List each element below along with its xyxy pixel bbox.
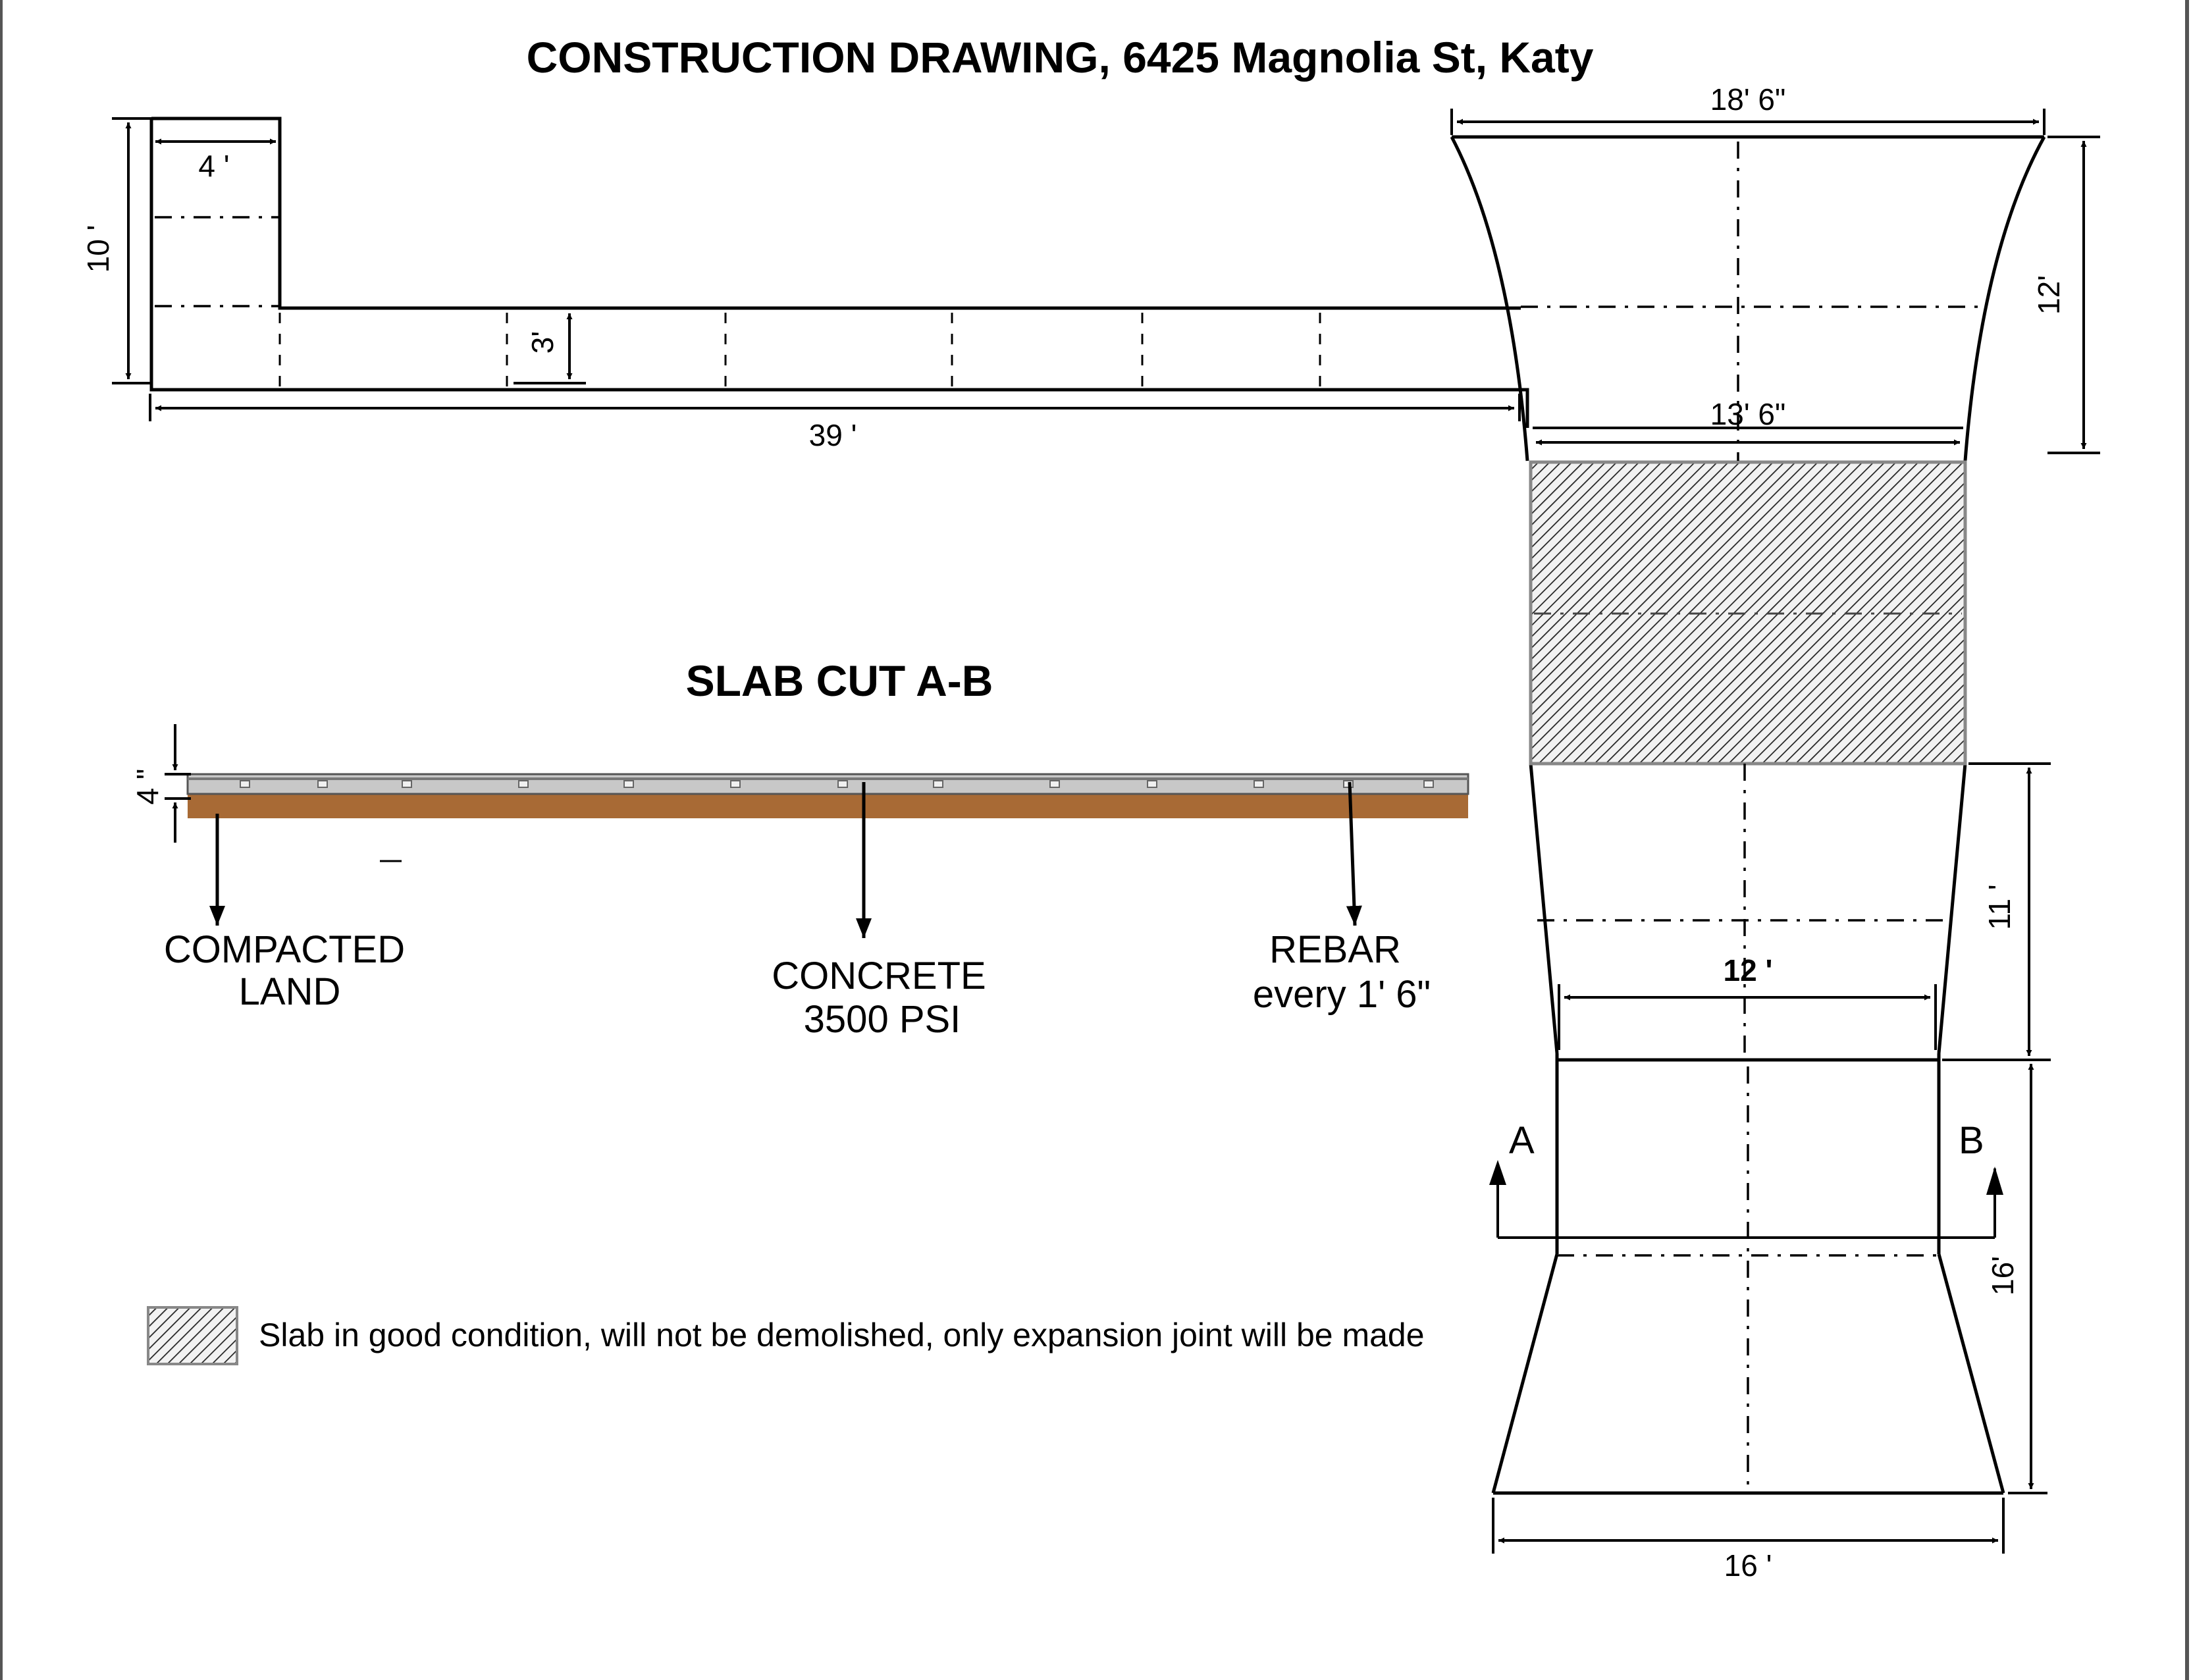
joint-lines — [280, 313, 1320, 387]
section-arrow-a — [1489, 1160, 1506, 1185]
rebar-dot — [318, 781, 327, 787]
rebar-dot — [731, 781, 740, 787]
dim-39ft-label: 39 ' — [808, 418, 857, 452]
drawing-title: CONSTRUCTION DRAWING, 6425 Magnolia St, Katy — [526, 33, 1594, 82]
dim-18ft6in-label: 18' 6" — [1710, 82, 1786, 117]
dim-13ft6in-label: 13' 6" — [1710, 397, 1786, 431]
dim-16ft-vertical-label: 16' — [1986, 1256, 2020, 1296]
dim-12ft-label: 12' — [2032, 275, 2066, 315]
dim-39ft — [150, 394, 1519, 421]
centerlines — [155, 217, 280, 306]
dim-4ft-label: 4 ' — [198, 149, 230, 183]
rebar-dot — [1050, 781, 1059, 787]
rebar-dot — [240, 781, 250, 787]
dim-10ft — [112, 118, 151, 383]
dim-3ft-label: 3' — [525, 330, 560, 354]
rebar-dot — [1424, 781, 1433, 787]
label-compacted-land-1: COMPACTED — [163, 928, 406, 971]
section-cut-line — [1498, 1168, 1995, 1238]
label-concrete-2: 3500 PSI — [803, 998, 961, 1041]
label-rebar-2: every 1' 6" — [1252, 973, 1431, 1016]
legend-hatch-swatch — [148, 1307, 237, 1364]
rebar-dot — [624, 781, 633, 787]
section-mark-a: A — [1509, 1119, 1535, 1162]
rebar-dot — [934, 781, 943, 787]
rebar-dot — [1254, 781, 1263, 787]
label-concrete-1: CONCRETE — [772, 955, 986, 997]
slab-cut-concrete — [188, 774, 1468, 794]
dim-16ft-horizontal — [1493, 1498, 2003, 1554]
dim-12ft-horizontal-label: 12 ' — [1723, 953, 1773, 987]
dim-10ft-label: 10 ' — [81, 224, 115, 273]
section-mark-b: B — [1959, 1119, 1984, 1162]
dim-4in-label: 4 " — [130, 768, 165, 805]
slab-cut-soil — [188, 793, 1468, 818]
dim-4ft — [151, 125, 280, 151]
dim-16ft-horizontal-label: 16 ' — [1724, 1548, 1772, 1583]
rebar-dot — [402, 781, 411, 787]
dim-12ft-horizontal — [1559, 984, 1936, 1050]
rebar-dot — [519, 781, 528, 787]
legend-text: Slab in good condition, will not be demolished, only expansion joint will be made — [259, 1317, 1425, 1353]
section-arrow-b — [1986, 1167, 2003, 1195]
rebar-dot — [1148, 781, 1157, 787]
slab-cut-title: SLAB CUT A-B — [685, 656, 993, 705]
dim-11ft-label: 11 ' — [1982, 884, 2017, 930]
rebar-dot — [838, 781, 847, 787]
approach-centerlines — [1521, 142, 1982, 1488]
label-rebar-1: REBAR — [1269, 928, 1401, 971]
label-compacted-land-2: LAND — [238, 970, 341, 1013]
